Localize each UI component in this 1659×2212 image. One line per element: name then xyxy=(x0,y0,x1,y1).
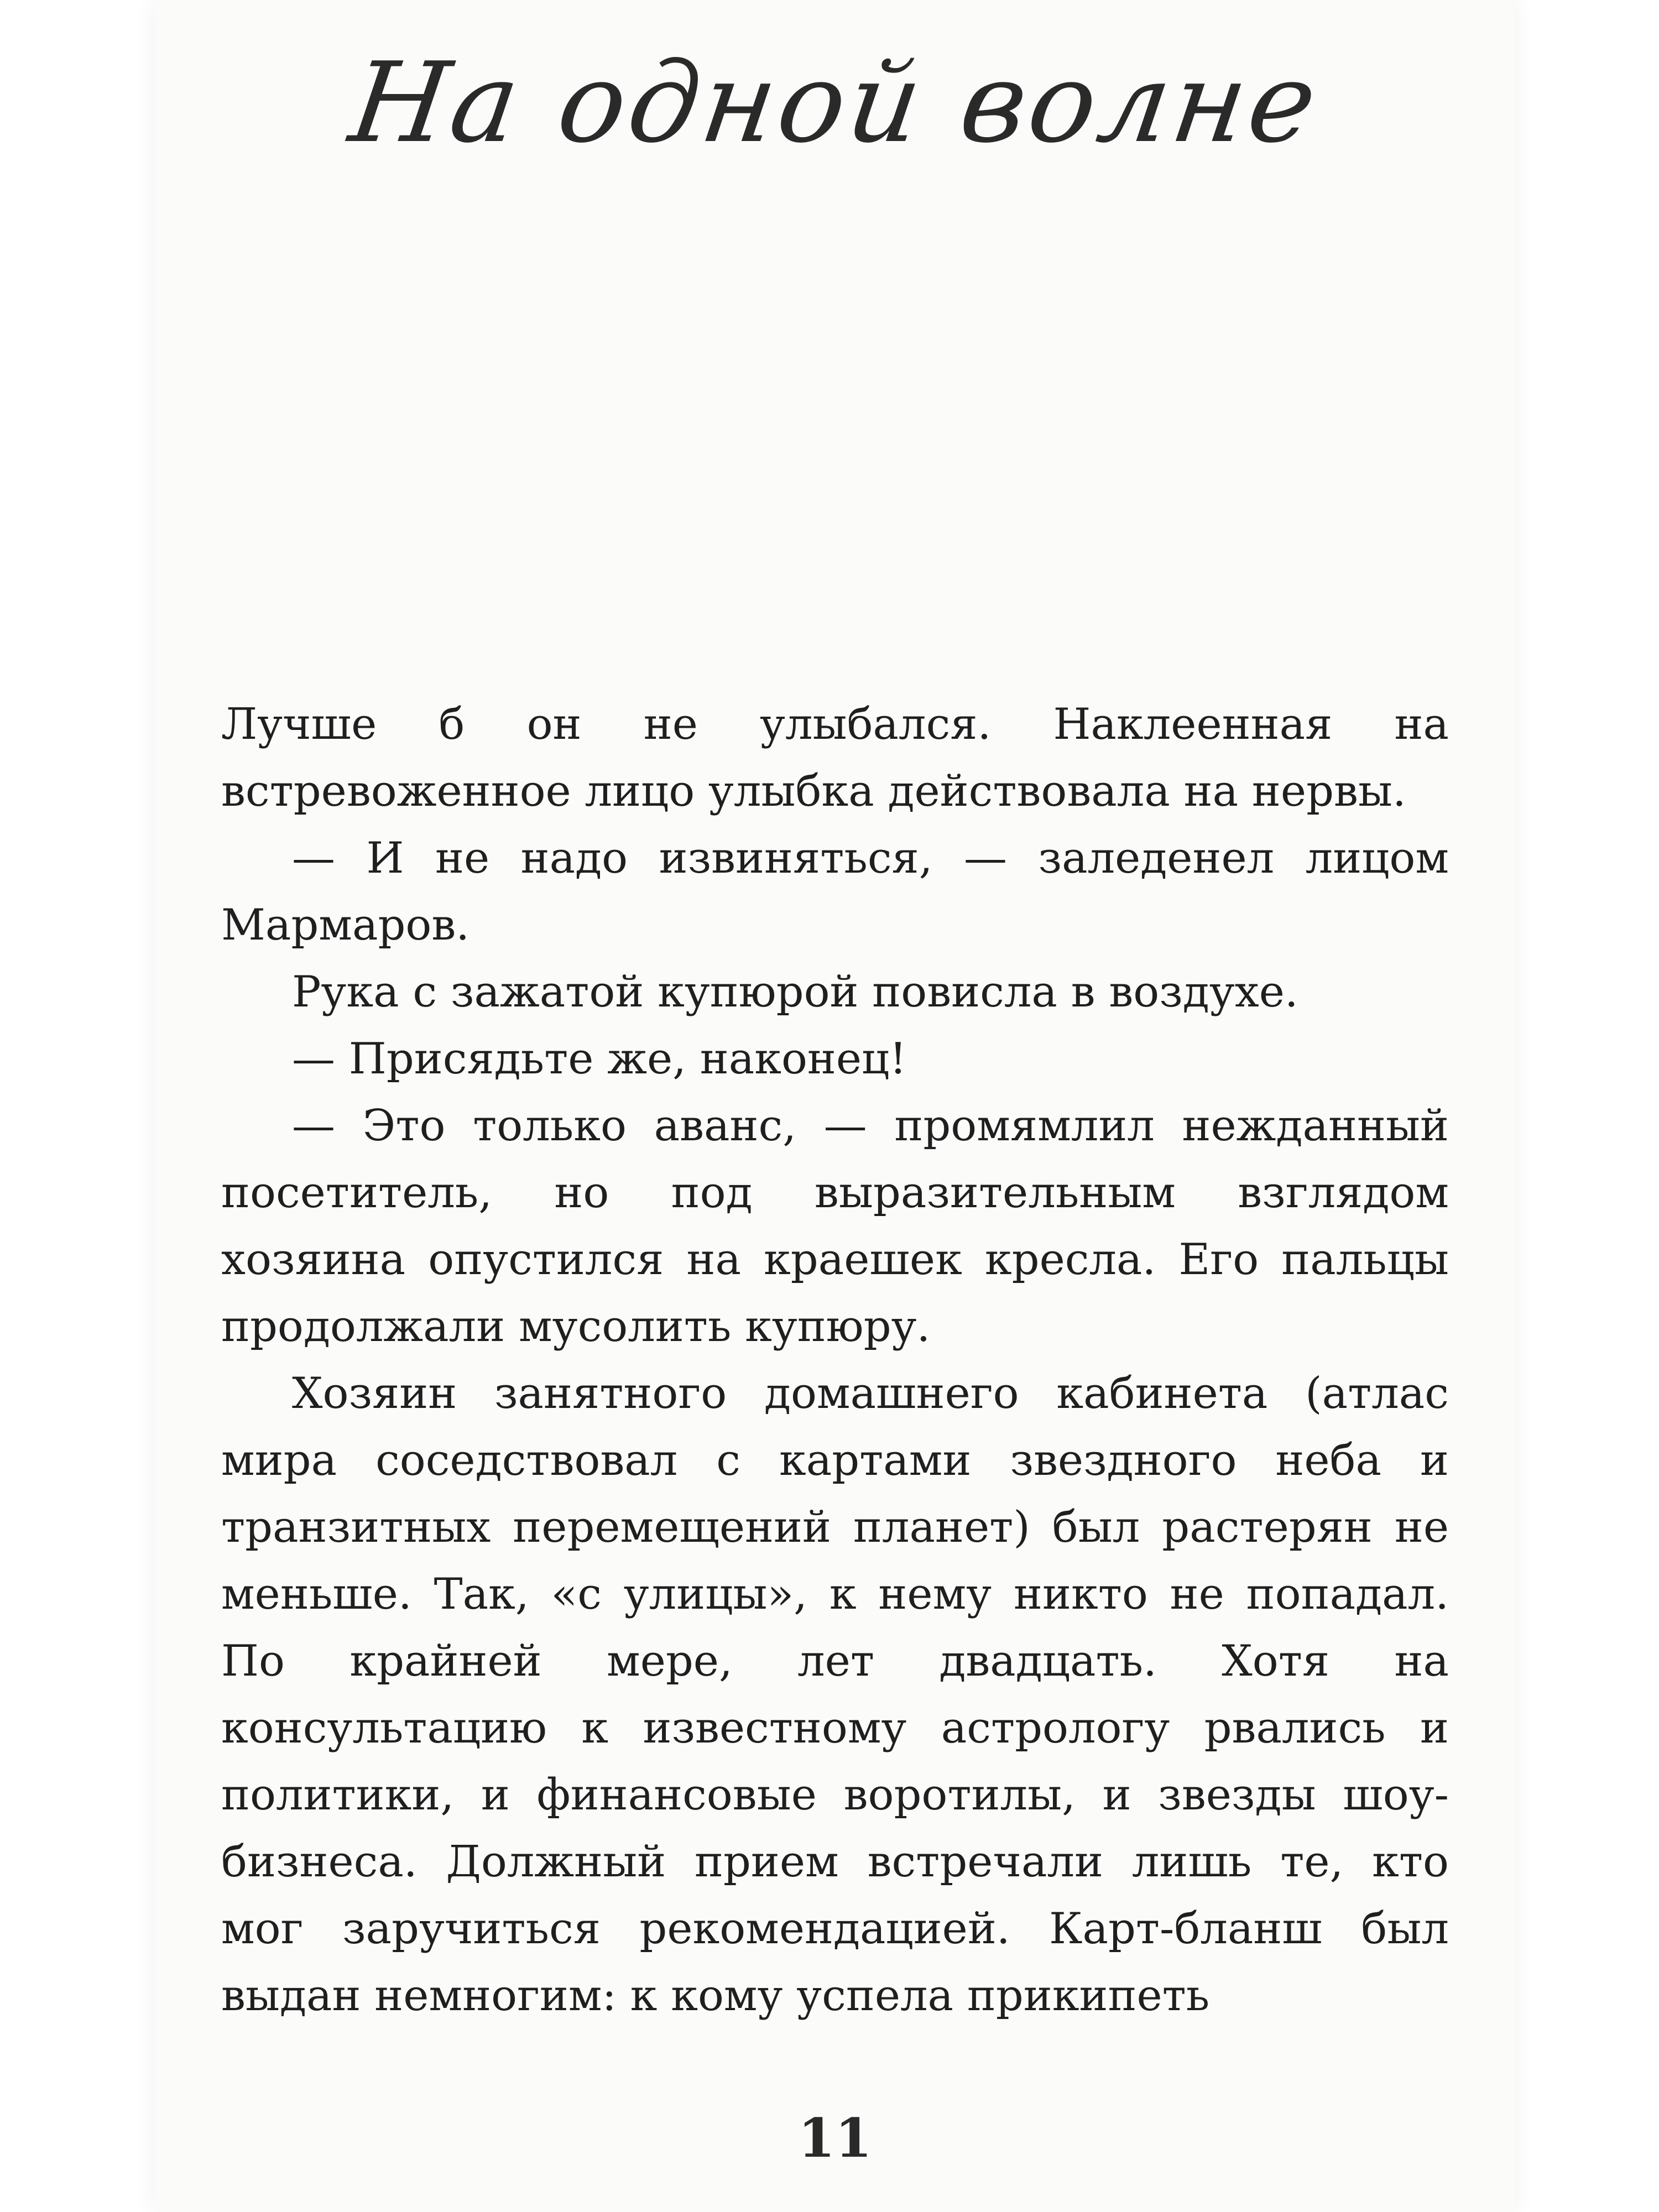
page-number: 11 xyxy=(798,2107,872,2169)
body-text xyxy=(221,691,1449,2030)
paragraph-4: — Присядьте же, наконец! xyxy=(292,1034,907,1084)
paragraph-2: — И не надо извиняться, — заледенел лицом Мармаров. xyxy=(221,833,1449,950)
paragraph-3: Рука с зажатой купюрой повисла в воздухе. xyxy=(292,967,1298,1017)
book-page xyxy=(155,0,1515,2212)
paragraph-5: — Это только аванс, — промямлил нежданный посетитель, но под выразительным взглядом хозяина опустился на краешек кресла. Его пальцы продолжали мусолить купюру. xyxy=(221,1101,1449,1352)
paragraph-1: Лучше б он не улыбался. Наклеенная на встревоженное лицо улыбка действовала на нервы. xyxy=(221,700,1449,816)
running-head: На одной волне xyxy=(343,39,1327,168)
paragraph-6: Хозяин занятного домашнего кабинета (атлас мира соседствовал с картами звездного неба и транзитных перемещений планет) был растерян не меньше. Так, «с улицы», к нему никто не попадал. По крайней мере, лет двадцать. Хотя на консультацию к известному астрологу рвались и политики, и финансовые воротилы, и звезды шоу-бизнеса. Должный прием встречали лишь те, кто мог заручиться рекомендацией. Карт-бланш был выдан немногим: к кому успела прикипеть xyxy=(221,1369,1449,2021)
